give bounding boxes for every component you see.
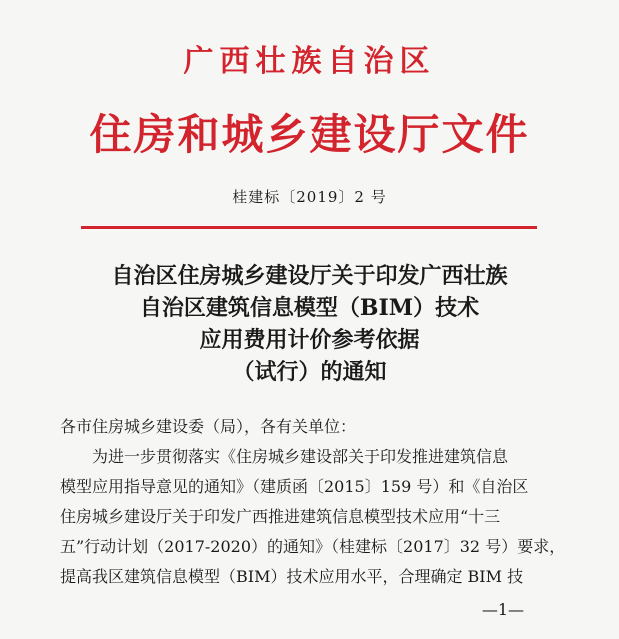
body-text (60, 412, 566, 592)
issuing-region: 广西壮族自治区 (183, 44, 436, 79)
issuing-department-heading: 住房和城乡建设厅文件 (89, 110, 530, 159)
paragraph-line: 住房城乡建设厅关于印发广西推进建筑信息模型技术应用“十三 (60, 507, 501, 526)
paragraph-line: 提高我区建筑信息模型（BIM）技术应用水平，合理确定 BIM 技 (60, 567, 524, 586)
title-line: （试行）的通知 (232, 359, 387, 385)
title-line: 应用费用计价参考依据 (199, 327, 420, 353)
title-line: 自治区住房城乡建设厅关于印发广西壮族 (111, 263, 508, 289)
notice-title (0, 260, 619, 388)
page-number: —1— (481, 600, 524, 619)
paragraph-line: 为进一步贯彻落实《住房城乡建设部关于印发推进建筑信息 (92, 447, 509, 466)
red-separator-line (81, 226, 537, 229)
paragraph-line: 模型应用指导意见的通知》（建质函〔2015〕159 号）和《自治区 (60, 477, 529, 496)
document-number: 桂建标〔2019〕2 号 (232, 188, 387, 206)
salutation: 各市住房城乡建设委（局），各有关单位： (60, 417, 357, 436)
paragraph-line: 五”行动计划（2017-2020）的通知》（桂建标〔2017〕32 号）要求， (60, 537, 566, 556)
title-line: 自治区建筑信息模型（BIM）技术 (139, 295, 480, 321)
